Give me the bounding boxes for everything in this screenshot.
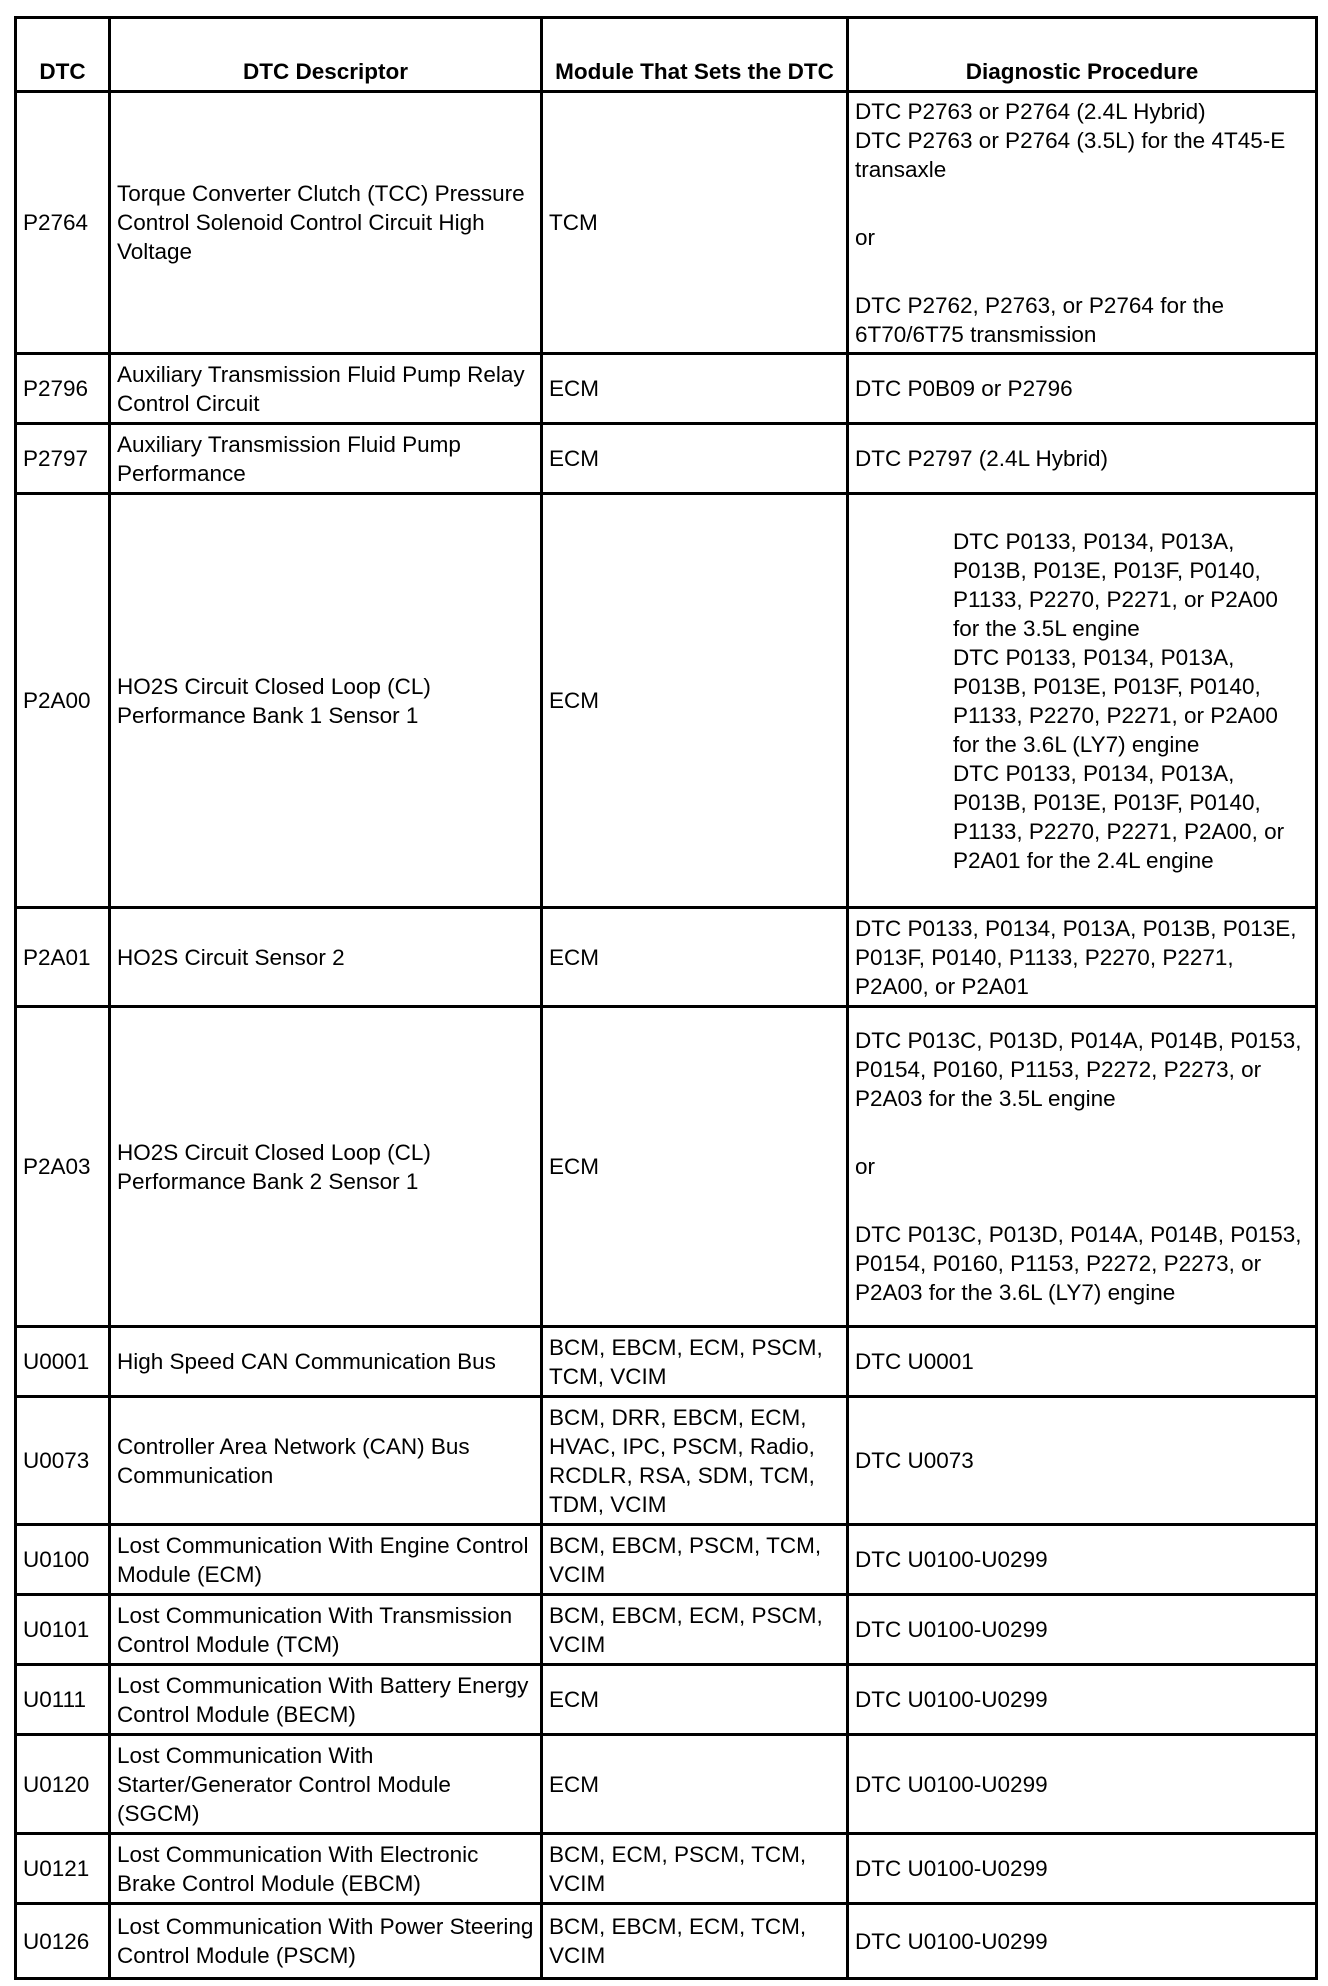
- header-descriptor: DTC Descriptor: [110, 18, 542, 92]
- setting-module: BCM, EBCM, ECM, PSCM, TCM, VCIM: [542, 1327, 848, 1397]
- setting-module: BCM, DRR, EBCM, ECM, HVAC, IPC, PSCM, Radio, RCDLR, RSA, SDM, TCM, TDM, VCIM: [542, 1397, 848, 1525]
- setting-module: ECM: [542, 1665, 848, 1735]
- dtc-descriptor: Lost Communication With Power Steering Control Module (PSCM): [110, 1904, 542, 1979]
- setting-module: ECM: [542, 1735, 848, 1834]
- diagnostic-procedure: [848, 1665, 1317, 1735]
- procedure-line: DTC P013C, P013D, P014A, P014B, P0153, P0154, P0160, P1153, P2272, P2273, or P2A03 for the 3.5L engine: [855, 1028, 1302, 1111]
- table-row: [16, 1665, 1317, 1735]
- dtc-descriptor: HO2S Circuit Closed Loop (CL) Performance Bank 2 Sensor 1: [110, 1007, 542, 1327]
- procedure-line: DTC P013C, P013D, P014A, P014B, P0153, P0154, P0160, P1153, P2272, P2273, or P2A03 for the 3.6L (LY7) engine: [855, 1222, 1302, 1305]
- procedure-spacer: [855, 184, 1309, 223]
- dtc-descriptor: Auxiliary Transmission Fluid Pump Relay Control Circuit: [110, 354, 542, 424]
- table-header-row: [16, 18, 1317, 92]
- procedure-line: DTC P2797 (2.4L Hybrid): [855, 446, 1109, 471]
- dtc-descriptor: Lost Communication With Starter/Generator Control Module (SGCM): [110, 1735, 542, 1834]
- header-dtc: DTC: [16, 18, 110, 92]
- dtc-code: U0100: [16, 1525, 110, 1595]
- diagnostic-procedure: [848, 1397, 1317, 1525]
- dtc-code: P2A01: [16, 908, 110, 1007]
- diagnostic-procedure: [848, 92, 1317, 354]
- setting-module: ECM: [542, 424, 848, 494]
- dtc-code: P2A03: [16, 1007, 110, 1327]
- diagnostic-procedure: [848, 908, 1317, 1007]
- diagnostic-procedure: [848, 354, 1317, 424]
- procedure-line: DTC U0100-U0299: [855, 1687, 1048, 1712]
- table-row: [16, 424, 1317, 494]
- dtc-code: U0111: [16, 1665, 110, 1735]
- dtc-descriptor: Torque Converter Clutch (TCC) Pressure Control Solenoid Control Circuit High Voltage: [110, 92, 542, 354]
- setting-module: ECM: [542, 908, 848, 1007]
- setting-module: ECM: [542, 354, 848, 424]
- table-row: [16, 1007, 1317, 1327]
- diagnostic-procedure: [848, 1007, 1317, 1327]
- dtc-code: P2796: [16, 354, 110, 424]
- dtc-descriptor: High Speed CAN Communication Bus: [110, 1327, 542, 1397]
- table-row: [16, 1525, 1317, 1595]
- setting-module: ECM: [542, 494, 848, 908]
- procedure-line: DTC U0073: [855, 1448, 974, 1473]
- dtc-descriptor: Lost Communication With Electronic Brake Control Module (EBCM): [110, 1834, 542, 1904]
- dtc-descriptor: Auxiliary Transmission Fluid Pump Performance: [110, 424, 542, 494]
- procedure-line: DTC P2763 or P2764 (2.4L Hybrid): [855, 98, 1206, 124]
- diagnostic-procedure: [848, 1595, 1317, 1665]
- procedure-spacer: [855, 1181, 1309, 1220]
- procedure-line: DTC U0100-U0299: [855, 1928, 1048, 1954]
- dtc-descriptor: Lost Communication With Battery Energy Control Module (BECM): [110, 1665, 542, 1735]
- procedure-line: DTC P0133, P0134, P013A, P013B, P013E, P013F, P0140, P1133, P2270, P2271, P2A00, or P2A01: [855, 915, 1297, 999]
- setting-module: BCM, EBCM, PSCM, TCM, VCIM: [542, 1525, 848, 1595]
- dtc-code: U0121: [16, 1834, 110, 1904]
- dtc-descriptor: Lost Communication With Engine Control Module (ECM): [110, 1525, 542, 1595]
- procedure-line: or: [855, 224, 876, 250]
- procedure-line: DTC P2762, P2763, or P2764 for the 6T70/6T75 transmission: [855, 292, 1224, 347]
- dtc-code: P2797: [16, 424, 110, 494]
- table-row: [16, 1327, 1317, 1397]
- dtc-code: P2A00: [16, 494, 110, 908]
- table-row: [16, 1397, 1317, 1525]
- table-row: [16, 92, 1317, 354]
- procedure-indented-block: [855, 527, 1309, 875]
- dtc-code: P2764: [16, 92, 110, 354]
- procedure-line: DTC P0133, P0134, P013A, P013B, P013E, P013F, P0140, P1133, P2270, P2271, or P2A00 for the 3.6L (LY7) engine: [953, 644, 1278, 757]
- procedure-line: DTC U0100-U0299: [855, 1547, 1048, 1572]
- dtc-descriptor: HO2S Circuit Sensor 2: [110, 908, 542, 1007]
- procedure-line: DTC U0001: [855, 1349, 974, 1374]
- procedure-line: DTC P2763 or P2764 (3.5L) for the 4T45-E transaxle: [855, 127, 1286, 182]
- diagnostic-procedure: [848, 1904, 1317, 1979]
- setting-module: ECM: [542, 1007, 848, 1327]
- dtc-descriptor: Controller Area Network (CAN) Bus Communication: [110, 1397, 542, 1525]
- dtc-code: U0120: [16, 1735, 110, 1834]
- dtc-code: U0001: [16, 1327, 110, 1397]
- diagnostic-procedure: [848, 494, 1317, 908]
- dtc-code: U0101: [16, 1595, 110, 1665]
- table-row: [16, 1834, 1317, 1904]
- procedure-line: DTC U0100-U0299: [855, 1617, 1048, 1642]
- table-row: [16, 908, 1317, 1007]
- procedure-line: DTC P0133, P0134, P013A, P013B, P013E, P013F, P0140, P1133, P2270, P2271, P2A00, or P2A01 for the 2.4L engine: [953, 760, 1285, 873]
- dtc-descriptor: Lost Communication With Transmission Control Module (TCM): [110, 1595, 542, 1665]
- dtc-code: U0073: [16, 1397, 110, 1525]
- table-row: [16, 354, 1317, 424]
- setting-module: BCM, EBCM, ECM, TCM, VCIM: [542, 1904, 848, 1979]
- setting-module: BCM, ECM, PSCM, TCM, VCIM: [542, 1834, 848, 1904]
- procedure-spacer: [855, 252, 1309, 291]
- diagnostic-procedure: [848, 1834, 1317, 1904]
- table-row: [16, 494, 1317, 908]
- procedure-line: or: [855, 1154, 876, 1179]
- diagnostic-procedure: [848, 424, 1317, 494]
- procedure-spacer: [855, 1113, 1309, 1152]
- table-row: [16, 1595, 1317, 1665]
- procedure-line: DTC P0B09 or P2796: [855, 376, 1073, 401]
- diagnostic-procedure: [848, 1525, 1317, 1595]
- procedure-line: DTC P0133, P0134, P013A, P013B, P013E, P013F, P0140, P1133, P2270, P2271, or P2A00 for the 3.5L engine: [953, 528, 1278, 641]
- diagnostic-procedure: [848, 1327, 1317, 1397]
- procedure-line: DTC U0100-U0299: [855, 1771, 1048, 1797]
- dtc-table: [14, 16, 1318, 1980]
- setting-module: TCM: [542, 92, 848, 354]
- diagnostic-procedure: [848, 1735, 1317, 1834]
- dtc-code: U0126: [16, 1904, 110, 1979]
- header-procedure: Diagnostic Procedure: [848, 18, 1317, 92]
- procedure-line: DTC U0100-U0299: [855, 1856, 1048, 1881]
- header-module: Module That Sets the DTC: [542, 18, 848, 92]
- table-row: [16, 1735, 1317, 1834]
- dtc-descriptor: HO2S Circuit Closed Loop (CL) Performance Bank 1 Sensor 1: [110, 494, 542, 908]
- table-row: [16, 1904, 1317, 1979]
- setting-module: BCM, EBCM, ECM, PSCM, VCIM: [542, 1595, 848, 1665]
